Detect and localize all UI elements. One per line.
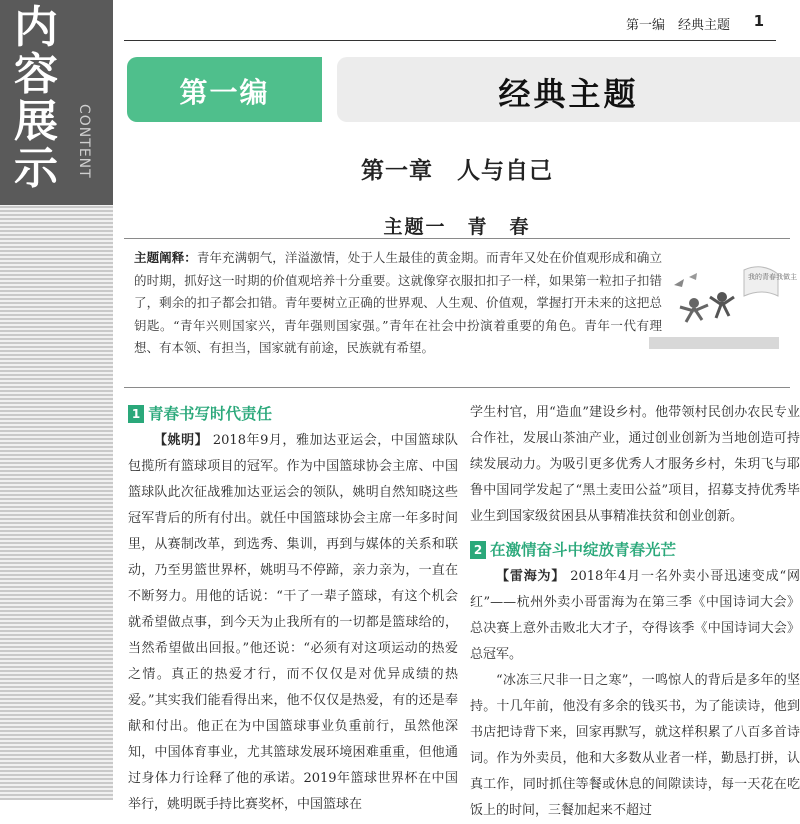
- interpretation-label: 主题阐释：: [134, 250, 197, 265]
- section-heading: [128, 400, 458, 428]
- youth-jumping-illustration: [644, 245, 797, 355]
- section-number: 2: [470, 541, 486, 559]
- sidebar-char: 展: [14, 96, 58, 147]
- continued-paragraph: 学生村官，用“造血”建设乡村。他带领村民创办农民专业合作社，发展山茶油产业，通过创业创新为当地创造可持续发展动力。为吸引更多优秀人才服务乡村，朱玥飞与耶鲁中国同学发起了“黑土麦田公益”项目，招募支持优秀毕业生到国家级贫困县从事精准扶贫和创业创新。: [470, 405, 800, 524]
- sidebar-title-block: [0, 0, 113, 205]
- theme-title: 经典主题: [498, 75, 639, 113]
- part-label-box: [127, 57, 322, 122]
- person-name: 【雷海为】: [496, 569, 566, 584]
- illustration-caption: 我的青春我做主: [748, 273, 797, 281]
- sidebar-title: [14, 4, 78, 192]
- chapter-title: 第一章 人与自己: [361, 158, 553, 184]
- section-number: 1: [128, 405, 144, 423]
- topic-title: 主题一 青 春: [383, 216, 531, 238]
- section-heading: [470, 536, 800, 564]
- interpretation-text: [134, 247, 662, 360]
- paragraph-text: 2018年9月，雅加达亚运会，中国篮球队包揽所有篮球项目的冠军。作为中国篮球协会主席、中国篮球队此次征战雅加达亚运会的领队，姚明自然知晓这些冠军背后的所有付出。就任中国篮球协会主席一年多时间里，从赛制改革，到选秀、集训，再到与媒体的关系和联动，乃至男篮世界杯，姚明马不停蹄，亲力亲为，一直在不断努力。用他的话说：“干了一辈子篮球，有这个机会就希望做点事，到今天为止我所有的一切都是篮球给的，当然希望做出回报。”他还说：“必须有对这项运动的热爱之情。真正的热爱才行，而不仅仅是对优异成绩的热爱。”其实我们能看得出来，他不仅仅是热爱，有的还是奉献和付出。他正在为中国篮球事业负重前行，虽然他深知，中国体育事业，尤其篮球发展环境困难重重，但他通过身体力行诠释了他的承诺。2019年篮球世界杯在中国举行，姚明既手持比赛奖杯，中国篮球在: [128, 433, 458, 812]
- section-title: 青春书写时代责任: [148, 405, 273, 423]
- page-number: 1: [753, 12, 764, 30]
- section-title: 在激情奋斗中绽放青春光芒: [490, 541, 677, 559]
- paragraph-text: 2018年4月一名外卖小哥迅速变成“网红”——杭州外卖小哥雷海为在第三季《中国诗词大会》总决赛上意外击败北大才子，夺得该季《中国诗词大会》总冠军。: [470, 569, 800, 662]
- left-column: [128, 400, 458, 818]
- header-rule: [124, 40, 776, 41]
- theme-interpretation-box: [124, 238, 797, 388]
- person-name: 【姚明】: [154, 433, 209, 448]
- interpretation-body: 青年充满朝气，洋溢激情，处于人生最佳的黄金期。而青年又处在价值观形成和确立的时期，抓好这一时期的价值观培养十分重要。这就像穿衣服扣扣子一样，如果第一粒扣子扣错了，剩余的扣子都会扣错。青年要树立正确的世界观、人生观、价值观，掌握打开未来的这把总钥匙。“青年兴则国家兴，青年强则国家强。”青年在社会中扮演着重要的角色。青年一代有理想、有本领、有担当，国家就有前途，民族就有希望。: [134, 250, 662, 355]
- sidebar-english: CONTENT: [76, 104, 92, 179]
- section-paragraph: “冰冻三尺非一日之寒”，一鸣惊人的背后是多年的坚持。十几年前，他没有多余的钱买书，为了能读诗，他到书店把诗背下来，回家再默写，就这样积累了八百多首诗词。作为外卖员，他和大多数从业者一样，勤恳打拼，认真工作，同时抓住等餐或休息的间隙读诗，每一天花在吃饭上的时间，三餐加起来不超过: [470, 673, 800, 818]
- running-title: 第一编 经典主题: [625, 18, 730, 33]
- sidebar-pattern: [0, 0, 113, 800]
- section-paragraph: [128, 428, 458, 818]
- sidebar-char: 容: [14, 49, 58, 100]
- part-label: 第一编: [179, 76, 270, 109]
- sidebar-char: 示: [14, 143, 58, 194]
- sidebar-char: 内: [14, 2, 58, 53]
- section-paragraph: [470, 564, 800, 668]
- right-column: [470, 400, 800, 824]
- theme-title-box: [337, 57, 800, 122]
